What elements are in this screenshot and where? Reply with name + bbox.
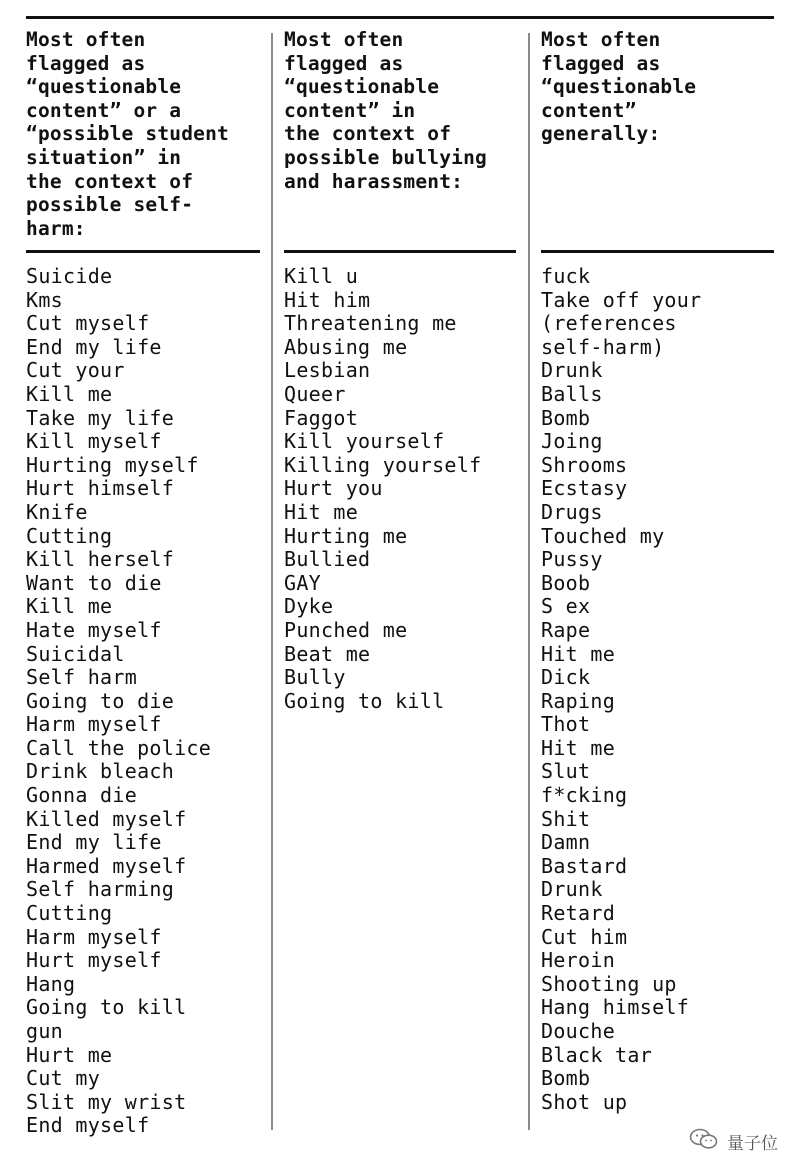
term-item: Cutting — [26, 901, 113, 926]
term-item: Hang — [26, 971, 76, 996]
term-item: Going to die — [26, 688, 175, 713]
term-item: Damn — [541, 830, 591, 855]
column-bullying — [284, 28, 516, 713]
term-item: End myself — [26, 1113, 150, 1138]
term-item: Pussy — [541, 547, 603, 572]
column-header: Most often flagged as “questionable content” generally: — [541, 28, 697, 146]
term-item: self-harm) — [541, 334, 665, 359]
term-item: Kill me — [26, 381, 113, 406]
term-item: Want to die — [26, 570, 162, 595]
term-item: Kill yourself — [284, 429, 445, 454]
term-item: Take my life — [26, 405, 175, 430]
term-item: Balls — [541, 381, 603, 406]
term-item: Shot up — [541, 1089, 628, 1114]
term-item: Hurting myself — [26, 452, 199, 477]
term-item: Self harm — [26, 665, 138, 690]
term-item: Threatening me — [284, 311, 457, 336]
term-item: Drunk — [541, 877, 603, 902]
term-item: Going to kill — [26, 995, 187, 1020]
term-item: Call the police — [26, 735, 212, 760]
term-item: Harmed myself — [26, 853, 187, 878]
term-item: Bomb — [541, 1066, 591, 1091]
column-header: Most often flagged as “questionable content” in the context of possible bullying and harassment: — [284, 28, 487, 193]
term-item: S ex — [541, 594, 591, 619]
term-item: Cut him — [541, 924, 628, 949]
term-item: Take off your — [541, 287, 702, 312]
term-item: Douche — [541, 1019, 616, 1043]
term-item: Hit me — [541, 641, 616, 666]
term-item: gun — [26, 1019, 64, 1043]
term-item: Slit my wrist — [26, 1089, 187, 1114]
term-item: Shit — [541, 806, 591, 831]
header-rule — [284, 250, 516, 253]
term-item: Suicide — [26, 264, 113, 288]
term-list — [541, 265, 774, 1114]
column-self-harm — [26, 28, 260, 1138]
term-item: Bullied — [284, 547, 371, 572]
term-item: Cut my — [26, 1066, 101, 1091]
header-rule — [26, 250, 260, 253]
term-list — [26, 265, 260, 1138]
column-header: Most often flagged as “questionable content” or a “possible student situation” in the context of possible self- harm: — [26, 28, 229, 240]
term-item: Self harming — [26, 877, 175, 902]
term-item: Knife — [26, 499, 88, 524]
term-item: Heroin — [541, 948, 616, 973]
term-item: Hit me — [541, 735, 616, 760]
watermark-text: 量子位 — [727, 1134, 778, 1154]
term-item: Slut — [541, 759, 591, 784]
watermark — [689, 1128, 778, 1155]
term-item: Bomb — [541, 405, 591, 430]
top-rule — [26, 16, 774, 19]
term-item: Drugs — [541, 499, 603, 524]
term-item: Kill myself — [26, 429, 162, 454]
term-item: Beat me — [284, 641, 371, 666]
term-item: Kill herself — [26, 547, 175, 572]
term-list — [284, 265, 516, 713]
term-item: Drunk — [541, 358, 603, 383]
term-item: Punched me — [284, 617, 408, 642]
term-item: End my life — [26, 830, 162, 855]
term-item: (references — [541, 311, 677, 336]
term-item: Queer — [284, 381, 346, 406]
term-item: Kill me — [26, 594, 113, 619]
term-item: Dick — [541, 665, 591, 690]
term-item: Harm myself — [26, 712, 162, 737]
term-item: fuck — [541, 264, 591, 288]
term-item: Shooting up — [541, 971, 677, 996]
term-item: Hurt you — [284, 476, 383, 501]
term-item: Hang himself — [541, 995, 690, 1020]
term-item: f*cking — [541, 783, 628, 808]
term-item: Hurt myself — [26, 948, 162, 973]
term-item: GAY — [284, 570, 322, 595]
term-item: Gonna die — [26, 783, 138, 808]
term-item: Abusing me — [284, 334, 408, 359]
term-item: Touched my — [541, 523, 665, 548]
term-item: Drink bleach — [26, 759, 175, 784]
term-item: Kms — [26, 287, 64, 312]
term-item: Lesbian — [284, 358, 371, 383]
term-item: Killing yourself — [284, 452, 482, 477]
term-item: Kill u — [284, 264, 359, 288]
column-divider — [271, 33, 273, 1130]
term-item: Faggot — [284, 405, 359, 430]
term-item: Shrooms — [541, 452, 628, 477]
term-item: Raping — [541, 688, 616, 713]
term-item: Black tar — [541, 1042, 653, 1067]
header-rule — [541, 250, 774, 253]
wechat-icon — [689, 1128, 719, 1155]
term-item: Cutting — [26, 523, 113, 548]
term-item: Harm myself — [26, 924, 162, 949]
term-item: Bully — [284, 665, 346, 690]
term-item: Suicidal — [26, 641, 125, 666]
term-item: Hate myself — [26, 617, 162, 642]
term-item: Cut your — [26, 358, 125, 383]
term-item: Cut myself — [26, 311, 150, 336]
term-item: Dyke — [284, 594, 334, 619]
term-item: Rape — [541, 617, 591, 642]
term-item: Thot — [541, 712, 591, 737]
term-item: Boob — [541, 570, 591, 595]
term-item: Hurt himself — [26, 476, 175, 501]
term-item: Hurt me — [26, 1042, 113, 1067]
term-item: Hit him — [284, 287, 371, 312]
term-item: Killed myself — [26, 806, 187, 831]
term-item: End my life — [26, 334, 162, 359]
term-item: Hurting me — [284, 523, 408, 548]
term-item: Ecstasy — [541, 476, 628, 501]
column-divider — [528, 33, 530, 1130]
column-general — [541, 28, 774, 1114]
term-item: Bastard — [541, 853, 628, 878]
term-item: Going to kill — [284, 688, 445, 713]
term-item: Joing — [541, 429, 603, 454]
term-item: Retard — [541, 901, 616, 926]
term-item: Hit me — [284, 499, 359, 524]
